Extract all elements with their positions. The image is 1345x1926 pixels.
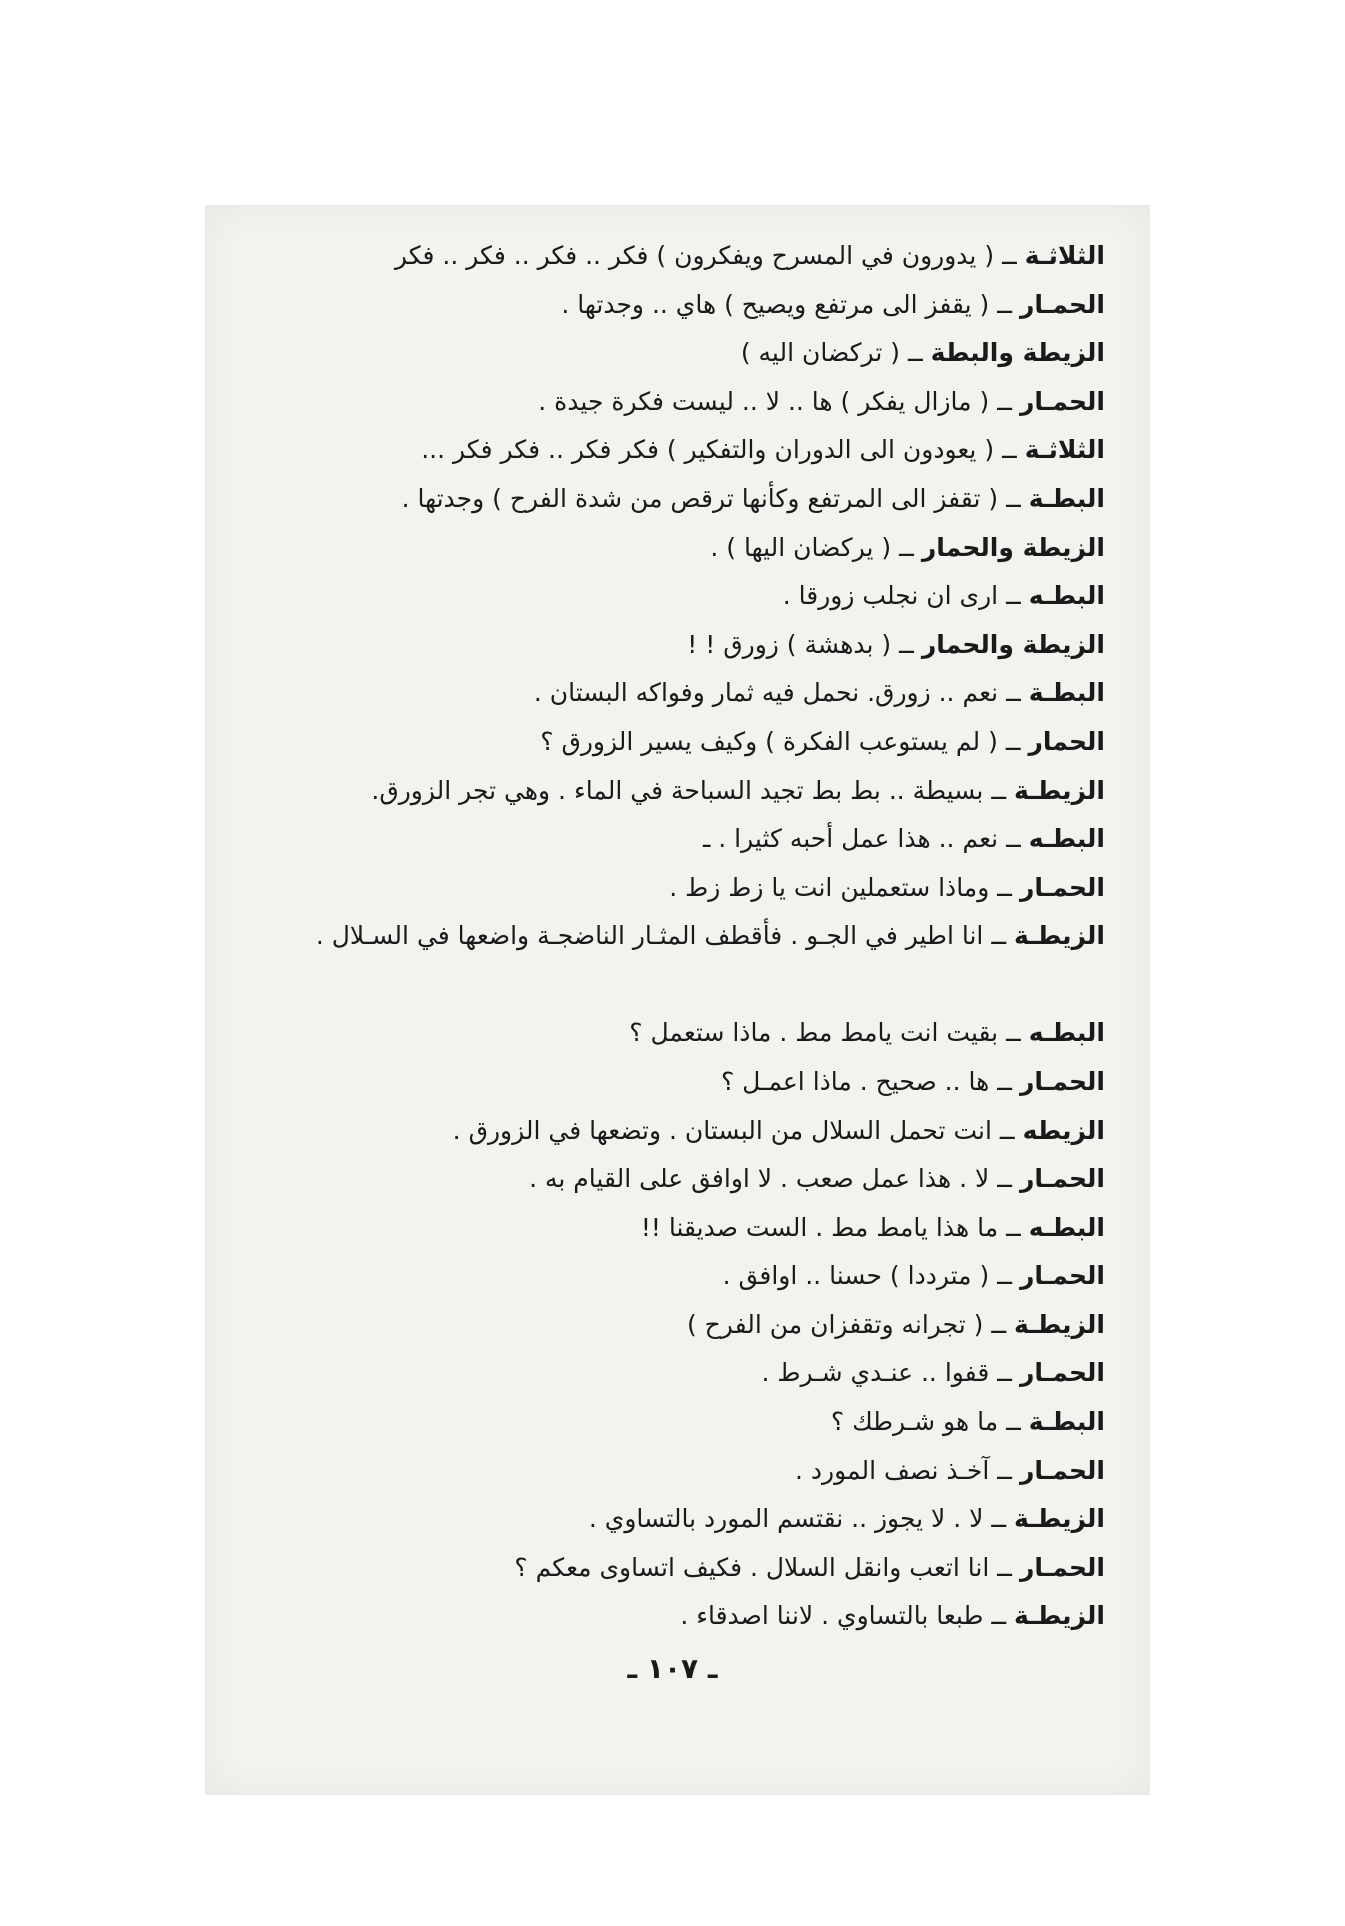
- speaker-name: الزيطـة: [1014, 775, 1105, 805]
- speech-text: ( تقفز الى المرتفع وكأنها ترقص من شدة الفرح ) وجدتها .: [401, 483, 999, 513]
- speaker-name: الحمـار: [1019, 872, 1105, 902]
- speech-text: انا اطير في الجـو . فأقطف المثـار الناضجـة واضعها في السـلال .: [315, 921, 984, 951]
- dialogue-line: [237, 864, 1105, 913]
- speaker-dash: ــ: [997, 1552, 1012, 1582]
- dialogue-line: [237, 1544, 1105, 1593]
- speech-text: آخـذ نصف المورد .: [794, 1455, 990, 1485]
- speech-text: ( يقفز الى مرتفع ويصيح ) هاي .. وجدتها .: [561, 289, 990, 319]
- speaker-dash: ــ: [1002, 241, 1017, 270]
- dialogue-line: [237, 1252, 1105, 1301]
- dialogue-line: [237, 767, 1105, 816]
- dialogue-line: [237, 1495, 1105, 1544]
- speaker-dash: ــ: [908, 338, 923, 368]
- speaker-name: الزيطـة: [1014, 921, 1105, 951]
- speech-text: ما هذا يامط مط . الست صديقنا !!: [640, 1212, 999, 1242]
- speaker-name: الحمـار: [1019, 1261, 1105, 1291]
- speech-text: ( مازال يفكر ) ها .. لا .. ليست فكرة جيدة .: [538, 386, 990, 416]
- speech-text: قفوا .. عنـدي شـرط .: [761, 1358, 990, 1388]
- speaker-name: الحمـار: [1019, 1066, 1105, 1096]
- speech-text: نعم .. زورق. نحمل فيه ثمار وفواكه البستان .: [533, 678, 999, 708]
- speaker-dash: ــ: [997, 1261, 1012, 1291]
- speaker-name: البطـة: [1028, 483, 1105, 513]
- dialogue-line: [237, 1058, 1105, 1107]
- speaker-dash: ــ: [1006, 1018, 1021, 1048]
- dialogue-line: [237, 475, 1105, 524]
- dialogue-line: [237, 718, 1105, 767]
- dialogue-line: [237, 378, 1105, 427]
- speech-text: بسيطة .. بط بط تجيد السباحة في الماء . وهي تجر الزورق.: [371, 775, 984, 805]
- dialogue-line: [237, 1592, 1105, 1641]
- dialogue-line: [237, 1155, 1105, 1204]
- speaker-dash: ــ: [997, 872, 1012, 902]
- speaker-dash: ــ: [991, 775, 1007, 805]
- speaker-name: الحمـار: [1019, 289, 1105, 319]
- dialogue-line: [237, 329, 1105, 378]
- speech-text: ( بدهشة ) زورق ! !: [687, 629, 892, 659]
- speech-text: انت تحمل السلال من البستان . وتضعها في الزورق .: [452, 1115, 992, 1145]
- speaker-dash: ــ: [899, 532, 914, 562]
- page-number: ـ ١٠٧ ـ: [627, 1652, 718, 1685]
- speech-text: ( يركضان اليها ) .: [710, 532, 892, 562]
- dialogue-line: [237, 1204, 1105, 1253]
- speaker-dash: ــ: [991, 1309, 1007, 1339]
- speaker-dash: ــ: [997, 289, 1012, 319]
- speaker-dash: ــ: [991, 1504, 1007, 1534]
- speaker-name: الثلاثـة: [1024, 241, 1105, 270]
- play-script: [237, 232, 1105, 1641]
- speaker-name: البطـة: [1028, 1407, 1105, 1437]
- speaker-dash: ــ: [1006, 1407, 1021, 1437]
- speech-text: ارى ان نجلب زورقا .: [782, 581, 999, 611]
- speaker-dash: ــ: [1006, 1212, 1021, 1242]
- speaker-name: الزيطة والحمار: [921, 532, 1105, 562]
- dialogue-line: [237, 524, 1105, 573]
- speaker-dash: ــ: [1006, 581, 1021, 611]
- dialogue-line: [237, 1107, 1105, 1156]
- dialogue-line: [237, 281, 1105, 330]
- speech-text: ( يدورون في المسرح ويفكرون ) فكر .. فكر .. فكر .. فكر: [394, 241, 995, 270]
- speaker-name: الزيطـة: [1014, 1601, 1105, 1631]
- speaker-dash: ــ: [1005, 726, 1021, 756]
- dialogue-line: [237, 669, 1105, 718]
- speaker-name: الحمـار: [1019, 386, 1105, 416]
- speech-text: لا . هذا عمل صعب . لا اوافق على القيام به .: [529, 1164, 990, 1194]
- speaker-name: البطـه: [1028, 1212, 1105, 1242]
- dialogue-line: [237, 1301, 1105, 1350]
- speech-text: ( مترددا ) حسنا .. اوافق .: [722, 1261, 990, 1291]
- speaker-dash: ــ: [991, 921, 1007, 951]
- speaker-name: الزيطة والحمار: [921, 629, 1105, 659]
- speaker-name: البطـه: [1028, 824, 1105, 854]
- speech-text: ( تركضان اليه ): [740, 338, 900, 368]
- speaker-name: الزيطـة: [1014, 1504, 1105, 1534]
- dialogue-line: [237, 232, 1105, 281]
- speaker-name: الحمـار: [1019, 1552, 1105, 1582]
- speaker-name: البطـه: [1028, 581, 1105, 611]
- speech-text: ( لم يستوعب الفكرة ) وكيف يسير الزورق ؟: [540, 726, 998, 756]
- speech-text: ما هو شـرطك ؟: [830, 1407, 999, 1437]
- speech-text: وماذا ستعملين انت يا زط زط .: [669, 872, 990, 902]
- speaker-dash: ــ: [997, 1164, 1012, 1194]
- speech-text: لا . لا يجوز .. نقتسم المورد بالتساوي .: [588, 1504, 984, 1534]
- speaker-name: الحمـار: [1019, 1164, 1105, 1194]
- speech-text: طبعا بالتساوي . لاننا اصدقاء .: [680, 1601, 984, 1631]
- speaker-name: الثلاثـة: [1024, 435, 1105, 465]
- speech-text: ( يعودون الى الدوران والتفكير ) فكر فكر .. فكر فكر ...: [421, 435, 995, 465]
- dialogue-line: [237, 1009, 1105, 1058]
- dialogue-line: [237, 621, 1105, 670]
- speaker-dash: ــ: [1006, 483, 1021, 513]
- dialogue-line: [237, 1398, 1105, 1447]
- speaker-name: الحمـار: [1019, 1358, 1105, 1388]
- dialogue-line: [237, 572, 1105, 621]
- speech-text: بقيت انت يامط مط . ماذا ستعمل ؟: [629, 1018, 999, 1048]
- dialogue-line: [237, 426, 1105, 475]
- speaker-name: البطـة: [1028, 678, 1105, 708]
- dialogue-line: [237, 1349, 1105, 1398]
- speaker-dash: ــ: [1002, 435, 1017, 465]
- speaker-name: الزيطة والبطة: [930, 338, 1105, 368]
- speaker-dash: ــ: [997, 1455, 1012, 1485]
- speaker-dash: ــ: [1006, 824, 1021, 854]
- speech-text: انا اتعب وانقل السلال . فكيف اتساوى معكم ؟: [514, 1552, 990, 1582]
- dialogue-line: [237, 815, 1105, 864]
- speaker-dash: ــ: [997, 1358, 1012, 1388]
- dialogue-line: [237, 1447, 1105, 1496]
- speaker-name: البطـه: [1028, 1018, 1105, 1048]
- speaker-dash: ــ: [997, 1066, 1012, 1096]
- speaker-name: الحمـار: [1019, 1455, 1105, 1485]
- speaker-dash: ــ: [1006, 678, 1021, 708]
- speaker-dash: ــ: [997, 386, 1012, 416]
- speaker-name: الزيطه: [1022, 1115, 1105, 1145]
- speaker-name: الزيطـة: [1014, 1309, 1105, 1339]
- speech-text: نعم .. هذا عمل أحبه كثيرا . ـ: [703, 824, 999, 854]
- dialogue-line: [237, 912, 1105, 1009]
- speaker-dash: ــ: [899, 629, 914, 659]
- speech-text: ها .. صحيح . ماذا اعمـل ؟: [720, 1066, 990, 1096]
- speaker-dash: ــ: [999, 1115, 1015, 1145]
- speaker-name: الحمار: [1028, 726, 1105, 756]
- speech-text: ( تجرانه وتقفزان من الفرح ): [686, 1309, 984, 1339]
- speaker-dash: ــ: [991, 1601, 1007, 1631]
